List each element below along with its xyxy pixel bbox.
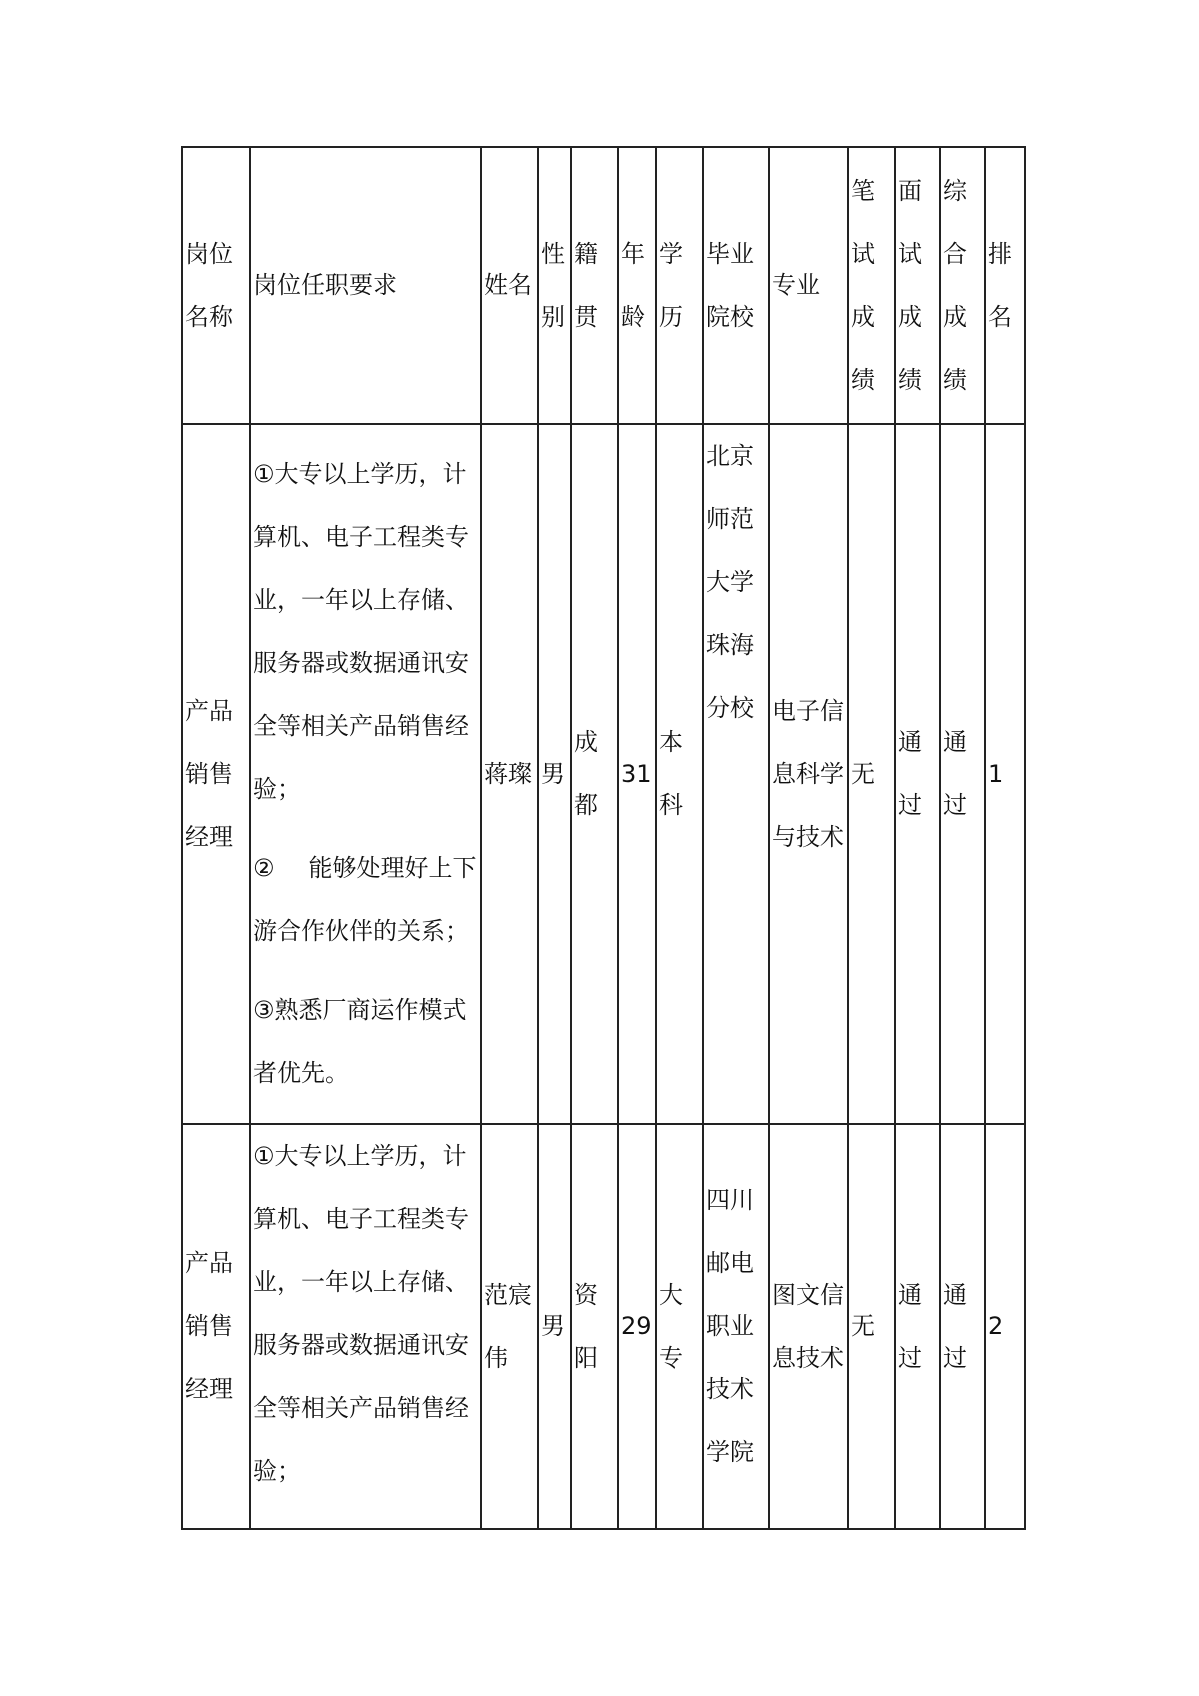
- cell-name: 蒋璨: [481, 424, 538, 1124]
- header-row: [182, 147, 1025, 424]
- header-education: 学历: [656, 147, 703, 424]
- cell-native-place: 资阳: [571, 1124, 618, 1529]
- requirement-item: ①大专以上学历，计算机、电子工程类专业，一年以上存储、服务器或数据通讯安全等相关产品销售经验；: [253, 460, 469, 803]
- cell-school: 四川邮电职业技术学院: [703, 1124, 769, 1529]
- cell-position: 产品销售经理: [182, 1124, 250, 1529]
- requirement-item: ③熟悉厂商运作模式者优先。: [253, 996, 467, 1087]
- cell-position: 产品销售经理: [182, 424, 250, 1124]
- cell-name: 范宸伟: [481, 1124, 538, 1529]
- cell-requirements: [250, 424, 481, 1124]
- header-major: 专业: [769, 147, 848, 424]
- header-gender: 性别: [538, 147, 571, 424]
- cell-education: 大专: [656, 1124, 703, 1529]
- cell-education: 本科: [656, 424, 703, 1124]
- header-native-place: 籍贯: [571, 147, 618, 424]
- header-name: 姓名: [481, 147, 538, 424]
- cell-interview-score: 通过: [895, 424, 940, 1124]
- header-rank: 排名: [985, 147, 1025, 424]
- header-requirements: 岗位任职要求: [250, 147, 481, 424]
- cell-overall-score: 通过: [940, 1124, 985, 1529]
- header-position: 岗位名称: [182, 147, 250, 424]
- cell-gender: 男: [538, 424, 571, 1124]
- cell-gender: 男: [538, 1124, 571, 1529]
- table-row: [182, 424, 1025, 1124]
- requirement-text: 能够处理好上下游合作伙伴的关系；: [253, 854, 477, 945]
- header-age: 年龄: [618, 147, 656, 424]
- requirement-marker: ②: [253, 854, 275, 882]
- header-written-score: 笔试成绩: [848, 147, 895, 424]
- cell-school: 北京师范大学珠海分校: [703, 424, 769, 1124]
- header-overall-score: 综合成绩: [940, 147, 985, 424]
- cell-overall-score: 通过: [940, 424, 985, 1124]
- cell-requirements: [250, 1124, 481, 1529]
- cell-rank: 1: [985, 424, 1025, 1124]
- table-row: [182, 1124, 1025, 1529]
- candidate-table: [181, 146, 1026, 1530]
- header-school: 毕业院校: [703, 147, 769, 424]
- cell-rank: 2: [985, 1124, 1025, 1529]
- cell-native-place: 成都: [571, 424, 618, 1124]
- requirement-item: ①大专以上学历，计算机、电子工程类专业，一年以上存储、服务器或数据通讯安全等相关产品销售经验；: [253, 1142, 469, 1485]
- cell-age: 29: [618, 1124, 656, 1529]
- cell-age: 31: [618, 424, 656, 1124]
- requirement-item: [253, 837, 478, 963]
- header-interview-score: 面试成绩: [895, 147, 940, 424]
- cell-written-score: 无: [848, 1124, 895, 1529]
- cell-written-score: 无: [848, 424, 895, 1124]
- cell-interview-score: 通过: [895, 1124, 940, 1529]
- cell-major: 电子信息科学与技术: [769, 424, 848, 1124]
- cell-major: 图文信息技术: [769, 1124, 848, 1529]
